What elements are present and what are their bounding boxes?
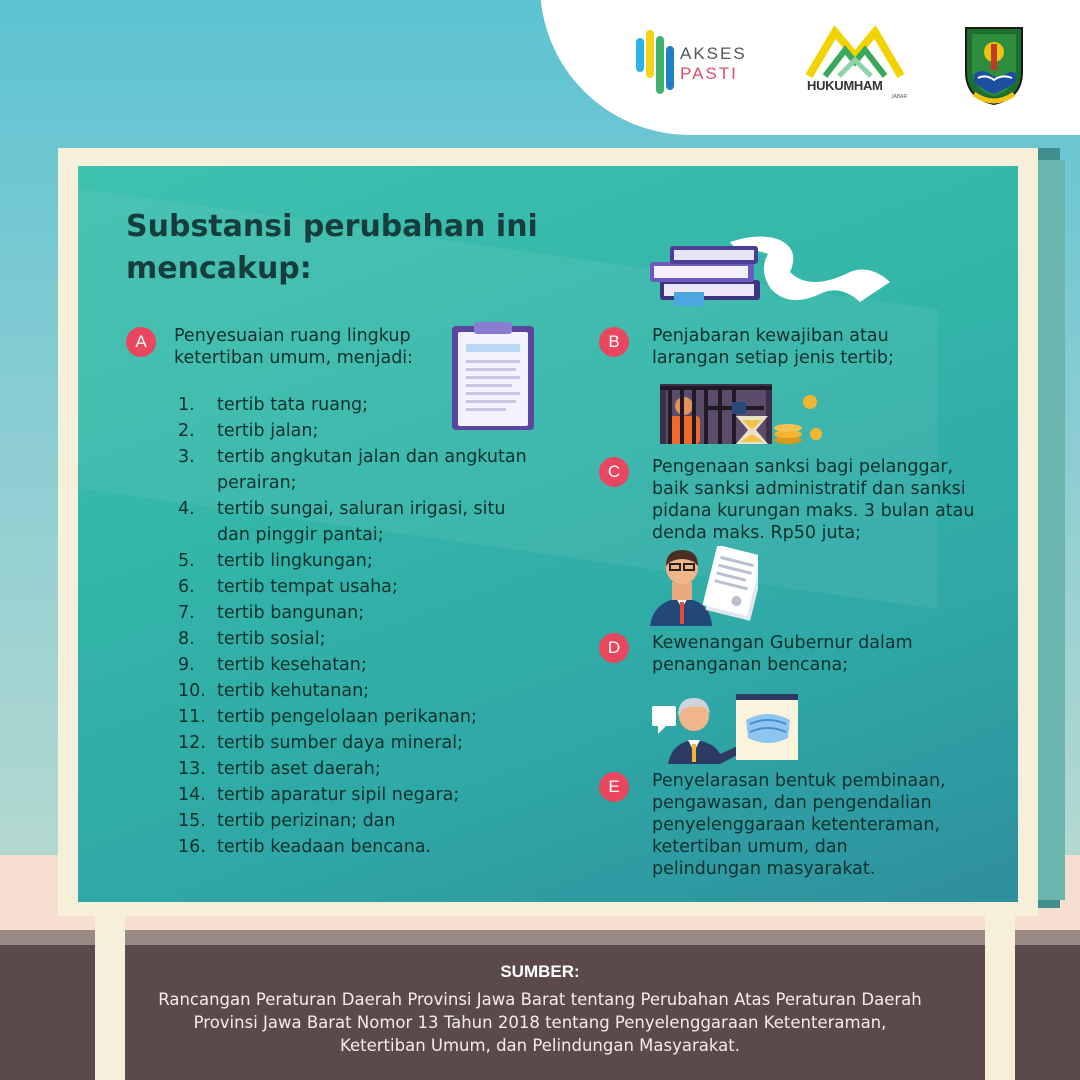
jail-hourglass-coins-icon	[660, 384, 825, 446]
item-a-text: Penyesuaian ruang lingkup ketertiban umum, menjadi:	[174, 326, 414, 368]
tertib-list	[178, 392, 538, 860]
list-item	[178, 574, 538, 600]
logo-bar	[636, 38, 644, 72]
list-number: 9.	[178, 655, 195, 675]
presenter-mask-icon	[650, 694, 800, 764]
list-item	[178, 782, 538, 808]
logo-bar	[666, 46, 674, 90]
list-text: tertib bangunan;	[217, 603, 365, 623]
list-text: tertib aset daerah;	[217, 759, 381, 779]
list-text: tertib angkutan jalan dan angkutan perairan;	[217, 447, 527, 493]
list-text: tertib sumber daya mineral;	[217, 733, 464, 753]
hukumham-logo	[805, 26, 908, 102]
list-text: tertib perizinan; dan	[217, 811, 396, 831]
list-number: 15.	[178, 811, 206, 831]
list-number: 7.	[178, 603, 195, 623]
item-d-text: Kewenangan Gubernur dalam penanganan bencana;	[652, 633, 913, 675]
list-item	[178, 730, 538, 756]
list-text: tertib pengelolaan perikanan;	[217, 707, 477, 727]
item-b-text: Penjabaran kewajiban atau larangan setiap jenis tertib;	[652, 326, 894, 368]
hukumham-sub: JABAR	[891, 94, 908, 100]
billboard-leg-left	[95, 900, 125, 1080]
list-text: tertib kesehatan;	[217, 655, 367, 675]
list-item	[178, 652, 538, 678]
logo-bar	[646, 30, 654, 78]
hukumham-wordmark: HUKUMHAM	[807, 78, 883, 93]
list-number: 11.	[178, 707, 206, 727]
clipboard-icon	[448, 322, 538, 432]
badge-b: B	[599, 327, 629, 357]
akses-pasti-logo	[636, 30, 761, 96]
badge-a: A	[126, 327, 156, 357]
list-number: 1.	[178, 395, 195, 415]
hukumham-mountain-icon	[805, 26, 905, 82]
list-item	[178, 626, 538, 652]
books-scroll-icon	[650, 232, 895, 312]
list-item	[178, 756, 538, 782]
list-text: tertib aparatur sipil negara;	[217, 785, 460, 805]
list-item	[178, 834, 538, 860]
item-c-text: Pengenaan sanksi bagi pelanggar, baik sanksi administratif dan sanksi pidana kurungan maks. 3 bulan atau denda maks. Rp50 juta;	[652, 457, 975, 543]
list-item	[178, 548, 538, 574]
list-text: tertib sosial;	[217, 629, 326, 649]
list-number: 5.	[178, 551, 195, 571]
list-number: 14.	[178, 785, 206, 805]
list-text: tertib jalan;	[217, 421, 319, 441]
list-text: tertib keadaan bencana.	[217, 837, 432, 857]
badge-d: D	[599, 633, 629, 663]
list-text: tertib sungai, saluran irigasi, situ dan pinggir pantai;	[217, 499, 506, 545]
list-number: 2.	[178, 421, 195, 441]
list-text: tertib kehutanan;	[217, 681, 370, 701]
list-number: 3.	[178, 447, 195, 467]
list-text: tertib tempat usaha;	[217, 577, 398, 597]
list-number: 6.	[178, 577, 195, 597]
source-label: SUMBER:	[500, 962, 580, 981]
list-number: 10.	[178, 681, 206, 701]
list-number: 13.	[178, 759, 206, 779]
billboard-side-light	[1035, 160, 1065, 900]
list-text: tertib tata ruang;	[217, 395, 369, 415]
source-text: Rancangan Peraturan Daerah Provinsi Jawa Barat tentang Perubahan Atas Peraturan Daerah Provinsi Jawa Barat Nomor 13 Tahun 2018 tentang Penyelenggaraan Ketenteraman, Ketertiban Umum, dan Pelindungan Masyarakat.	[158, 990, 922, 1055]
akses-word: AKSES	[680, 44, 747, 63]
list-item	[178, 704, 538, 730]
list-number: 16.	[178, 837, 206, 857]
list-item	[178, 444, 538, 496]
logo-bar	[656, 36, 664, 94]
list-text: tertib lingkungan;	[217, 551, 373, 571]
official-document-icon	[650, 546, 758, 626]
pasti-word: PASTI	[680, 64, 738, 83]
akses-pasti-wordmark	[680, 44, 747, 84]
list-number: 12.	[178, 733, 206, 753]
list-item	[178, 600, 538, 626]
list-number: 4.	[178, 499, 195, 519]
badge-e: E	[599, 772, 629, 802]
list-item	[178, 808, 538, 834]
west-java-emblem-icon	[960, 24, 1028, 106]
item-e-text: Penyelarasan bentuk pembinaan, pengawasan, dan pengendalian penyelenggaraan ketenteraman, ketertiban umum, dan pelindungan masyarakat.	[652, 771, 946, 879]
page-title: Substansi perubahan ini mencakup:	[126, 209, 538, 286]
list-item	[178, 496, 538, 548]
billboard-leg-right	[985, 900, 1015, 1080]
list-number: 8.	[178, 629, 195, 649]
list-item	[178, 678, 538, 704]
badge-c: C	[599, 457, 629, 487]
